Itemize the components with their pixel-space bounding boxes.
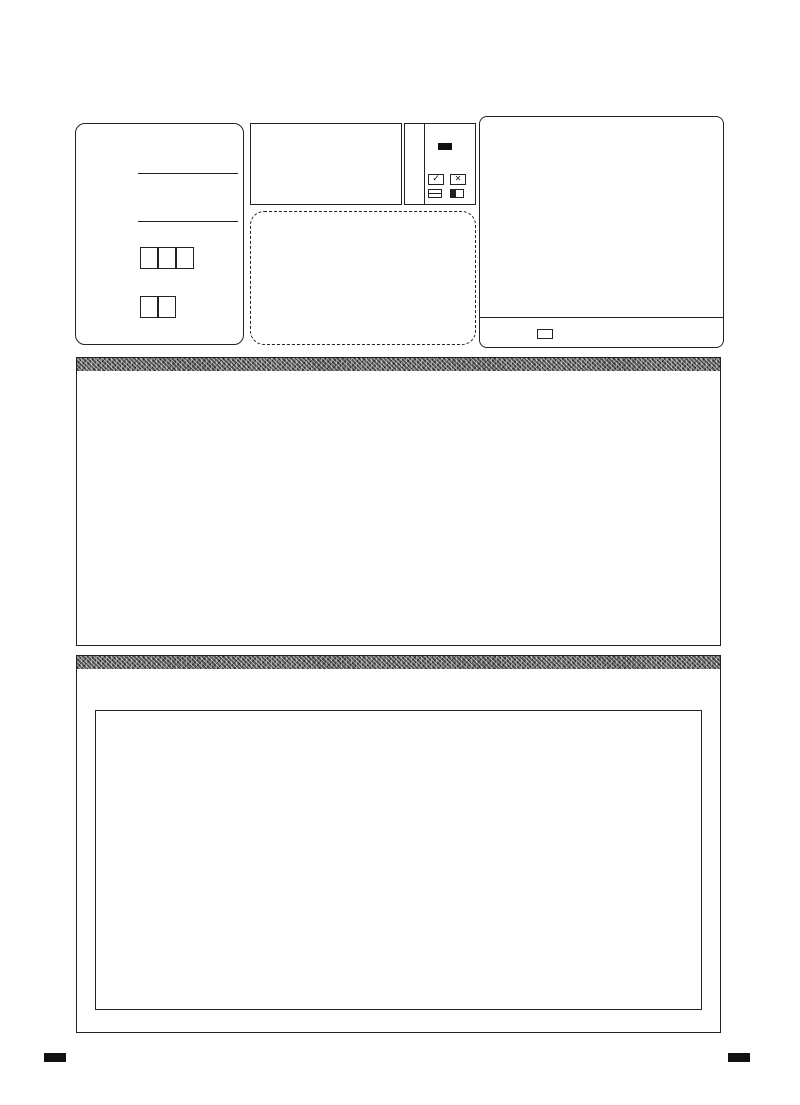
wrong-fill-check-icon: ✓ [428,174,444,185]
student-info-box [75,123,244,345]
notice-box [250,123,402,205]
exam-id-box [479,116,724,348]
barcode-area [250,211,476,345]
mc-section [76,357,721,646]
seat-box-1[interactable] [140,296,158,318]
wrong-fill-half-icon [450,189,464,198]
room-box-3[interactable] [176,247,194,269]
wrong-fill-cross-icon: ✕ [450,174,466,185]
seat-box-2[interactable] [158,296,176,318]
timing-mark-bottom-left [44,1053,66,1062]
correct-fill-icon [438,143,452,150]
wrong-fill-line-icon [428,189,442,198]
room-box-2[interactable] [158,247,176,269]
section2-box [95,710,702,1010]
room-box-1[interactable] [140,247,158,269]
name-input[interactable] [138,221,238,222]
class-input[interactable] [138,173,238,174]
part3-section [76,655,721,1033]
timing-mark-bottom-right [728,1053,750,1062]
fill-example-box [404,123,476,205]
absent-mark-box[interactable] [537,329,553,339]
